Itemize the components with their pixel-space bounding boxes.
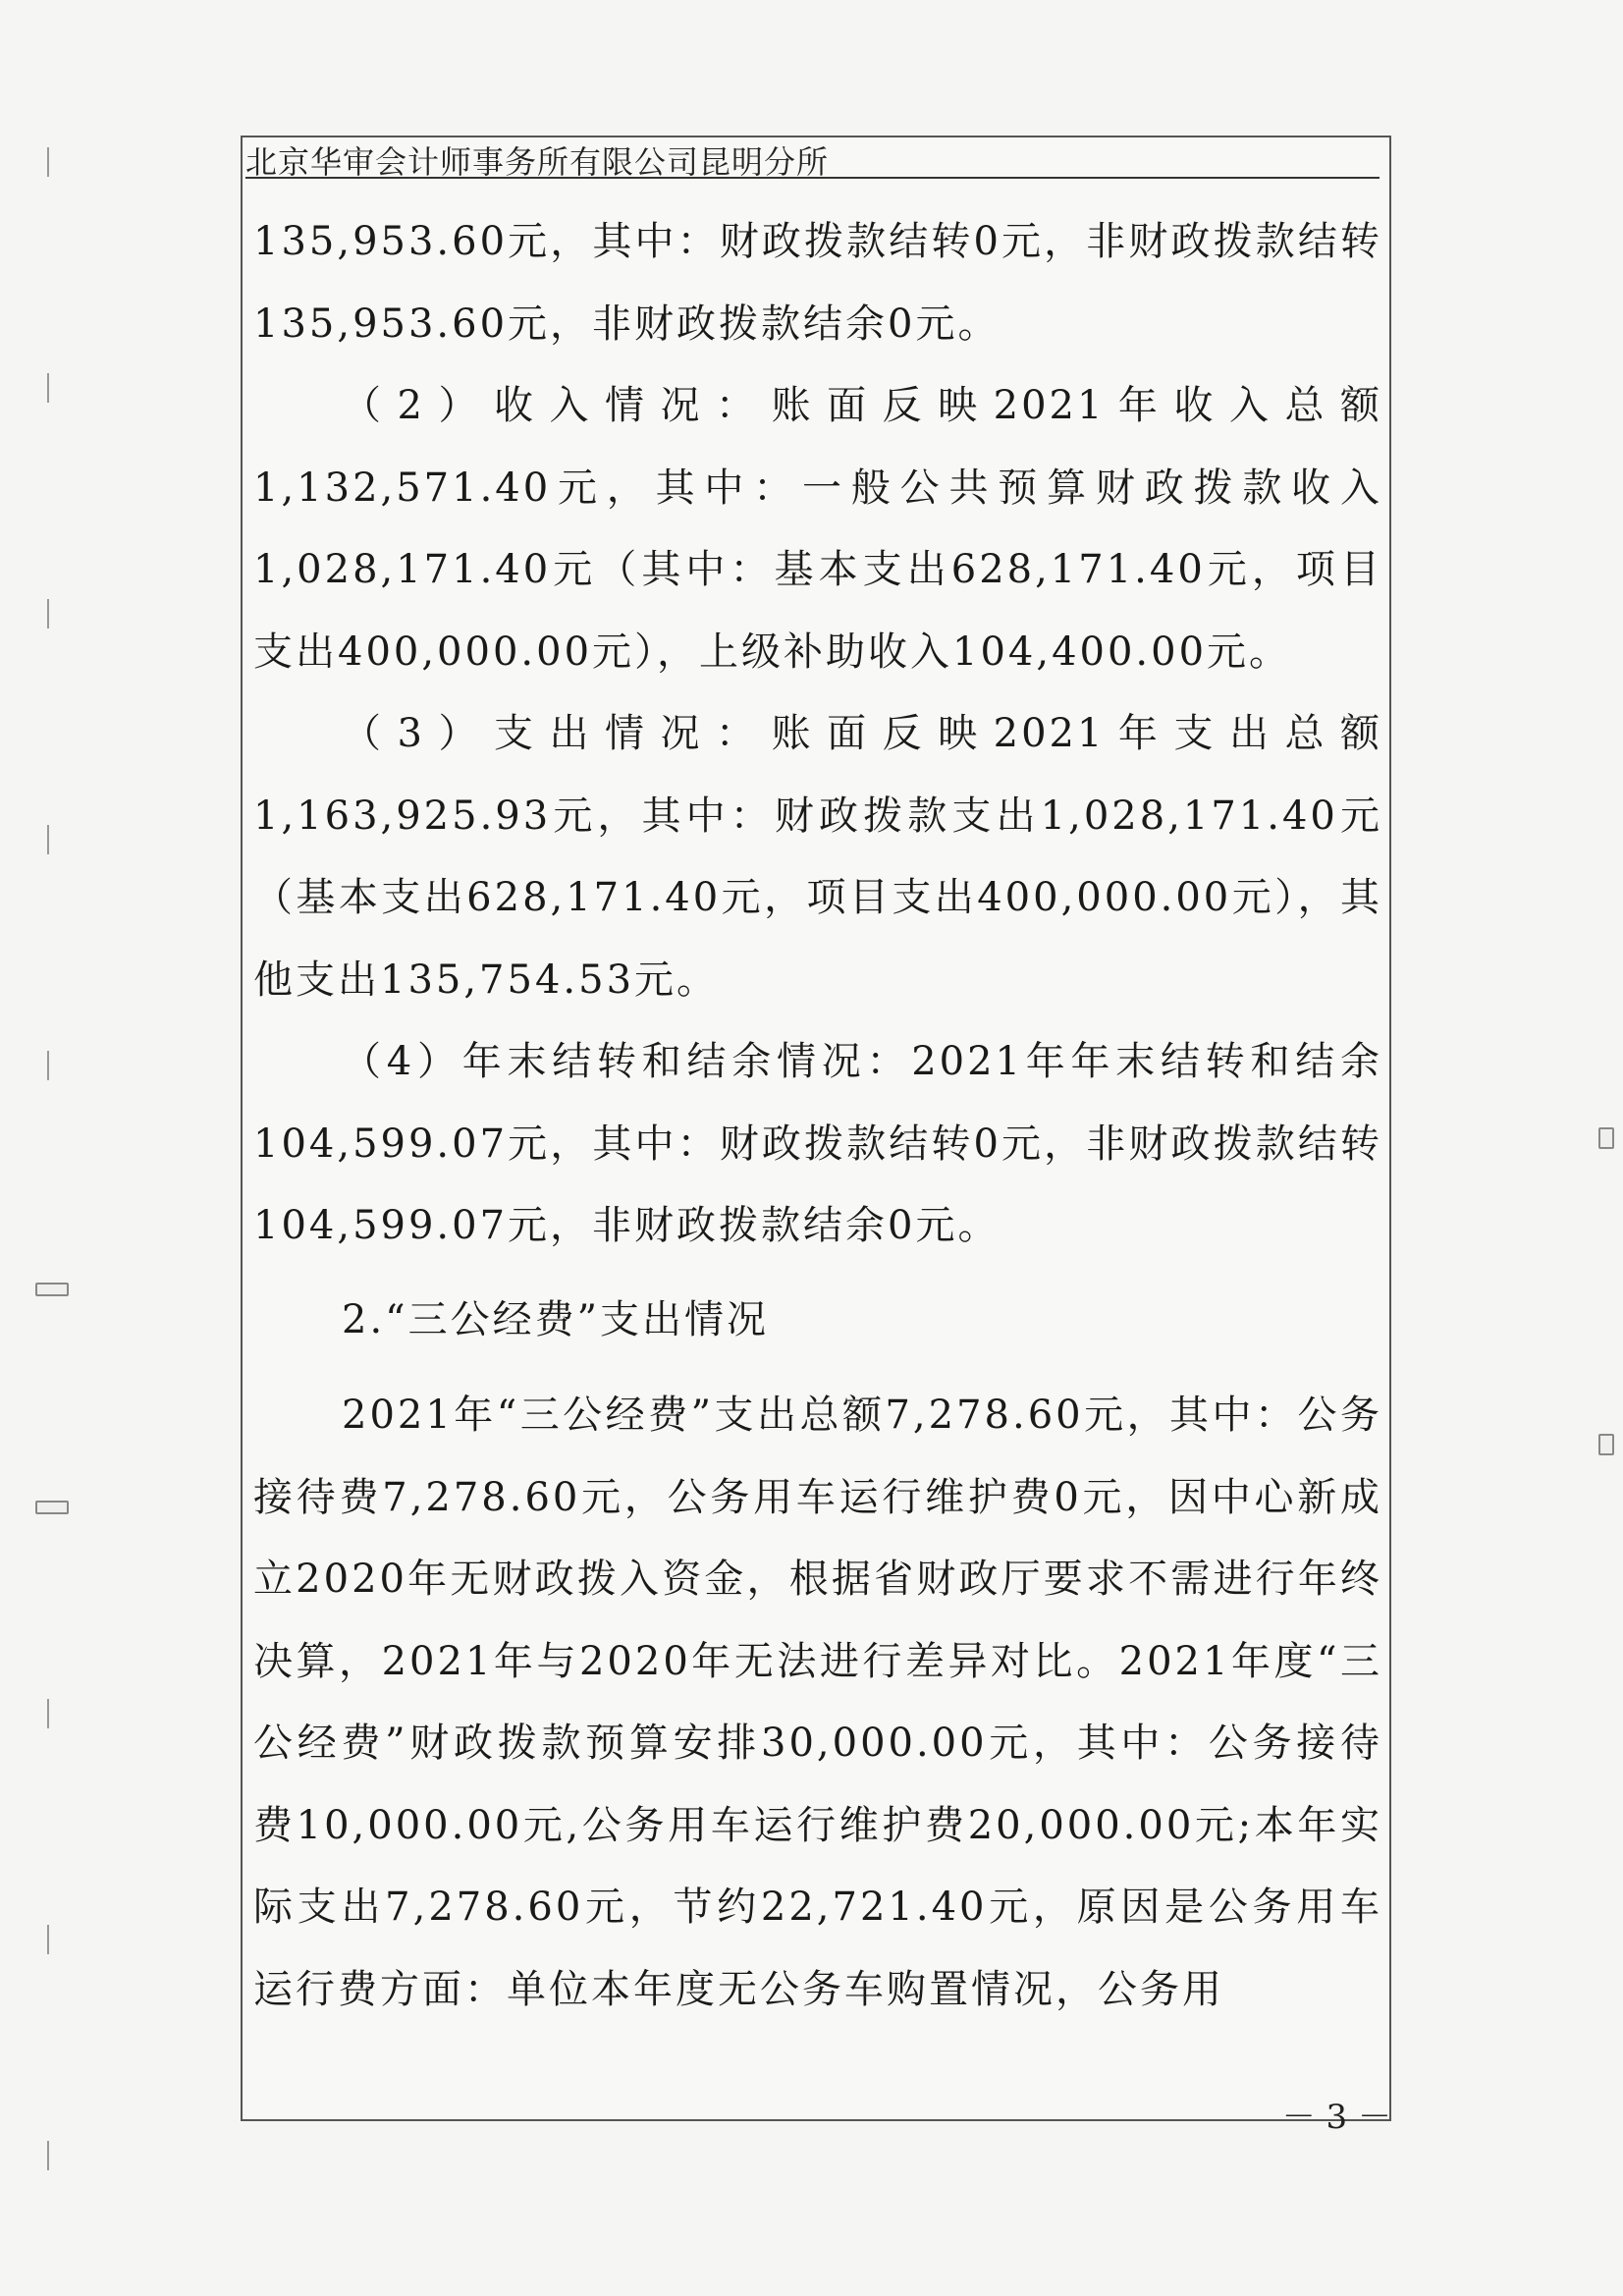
paragraph-three-public-expenses: 2021年“三公经费”支出总额7,278.60元，其中：公务接待费7,278.60元，公务用车运行维护费0元，因中心新成立2020年无财政拨入资金，根据省财政厅要求不需进行年终决算，2021年与2020年无法进行差异对比。2021年度“三公经费”财政拨款预算安排30,000.00元，其中：公务接待费10,000.00元,公务用车运行维护费20,000.00元;本年实际支出7,278.60元，节约22,721.40元，原因是公务用车运行费方面：单位本年度无公务车购置情况，公务用 <box>253 1393 1382 2012</box>
section-heading-three-public-expenses: 2.“三公经费”支出情况 <box>342 1296 770 1342</box>
left-margin-tick <box>47 373 49 403</box>
left-margin-tick <box>47 1699 49 1728</box>
left-margin-tick <box>47 147 49 177</box>
left-binding-mark-2 <box>35 1501 69 1514</box>
left-margin-tick <box>47 825 49 854</box>
paragraph-income: （2）收入情况：账面反映2021年收入总额1,132,571.40元，其中：一般公共预算财政拨款收入1,028,171.40元（其中：基本支出628,171.40元，项目支出400,000.00元），上级补助收入104,400.00元。 <box>253 383 1382 675</box>
left-margin-tick <box>47 1051 49 1080</box>
right-binding-mark-2 <box>1598 1434 1614 1455</box>
left-binding-mark-1 <box>35 1283 69 1296</box>
paragraph-balance-continued: 135,953.60元，其中：财政拨款结转0元，非财政拨款结转135,953.60元，非财政拨款结余0元。 <box>253 219 1382 347</box>
left-margin-tick <box>47 599 49 629</box>
header-divider <box>245 177 1380 179</box>
paragraph-expenditure: （3）支出情况：账面反映2021年支出总额1,163,925.93元，其中：财政拨款支出1,028,171.40元（基本支出628,171.40元，项目支出400,000.00元），其他支出135,754.53元。 <box>253 711 1382 1003</box>
page-header-firm-name: 北京华审会计师事务所有限公司昆明分所 <box>245 143 830 181</box>
page-number: － 3 － <box>1281 2098 1391 2137</box>
left-margin-tick <box>47 2141 49 2170</box>
document-body <box>253 201 1382 2031</box>
paragraph-year-end-balance: （4）年末结转和结余情况：2021年年末结转和结余104,599.07元，其中：财政拨款结转0元，非财政拨款结转104,599.07元，非财政拨款结余0元。 <box>253 1039 1382 1248</box>
right-binding-mark-1 <box>1598 1127 1614 1149</box>
left-margin-tick <box>47 1925 49 1954</box>
